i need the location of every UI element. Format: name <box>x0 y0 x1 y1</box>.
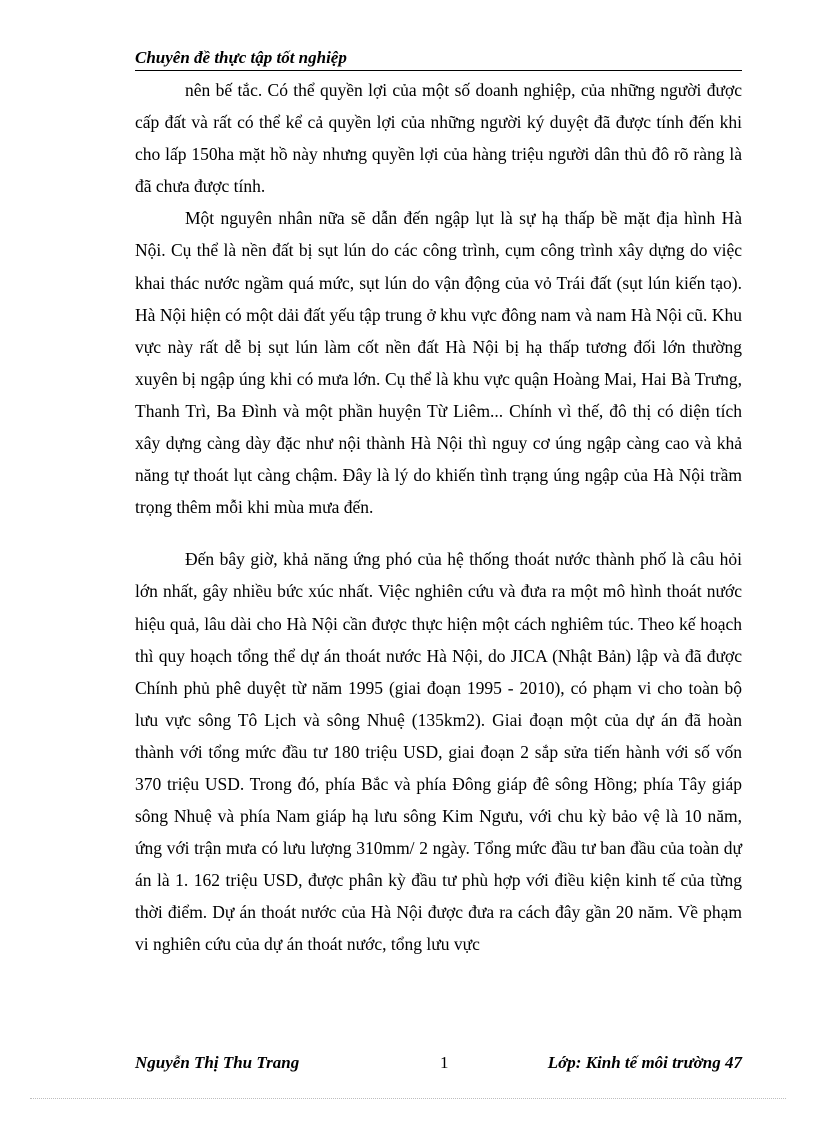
page-footer <box>135 1053 742 1077</box>
paragraph-drainage: Đến bây giờ, khả năng ứng phó của hệ thống thoát nước thành phố là câu hỏi lớn nhất, gây nhiều bức xúc nhất. Việc nghiên cứu và đưa ra một mô hình thoát nước hiệu quả, lâu dài cho Hà Nội cần được thực hiện một cách nghiêm túc. Theo kế hoạch thì quy hoạch tổng thể dự án thoát nước Hà Nội, do JICA (Nhật Bản) lập và đã được Chính phủ phê duyệt từ năm 1995 (giai đoạn 1995 - 2010), có phạm vi cho toàn bộ lưu vực sông Tô Lịch và sông Nhuệ (135km2). Giai đoạn một của dự án đã hoàn thành với tổng mức đầu tư 180 triệu USD, giai đoạn 2 sắp sửa tiến hành với số vốn 370 triệu USD. Trong đó, phía Bắc và phía Đông giáp đê sông Hồng; phía Tây giáp sông Nhuệ và phía Nam giáp hạ lưu sông Kim Ngưu, với chu kỳ bảo vệ là 10 năm, ứng với trận mưa có lưu lượng 310mm/ 2 ngày. Tổng mức đầu tư ban đầu của toàn dự án là 1. 162 triệu USD, được phân kỳ đầu tư phù hợp với điều kiện kinh tế của từng thời điểm. Dự án thoát nước của Hà Nội được đưa ra cách đây gần 20 năm. Về phạm vi nghiên cứu của dự án thoát nước, tổng lưu vực <box>135 549 742 955</box>
page-number: 1 <box>440 1053 449 1072</box>
footer-class: Lớp: Kinh tế môi trường 47 <box>547 1053 742 1072</box>
page-header <box>135 48 742 71</box>
footer-author: Nguyễn Thị Thu Trang <box>135 1053 300 1072</box>
paragraph-continuation: nên bế tắc. Có thể quyền lợi của một số doanh nghiệp, của những người được cấp đất và rất có thể kể cả quyền lợi của những người ký duyệt đã được tính đến khi cho lấp 150ha mặt hồ này nhưng quyền lợi của hàng triệu người dân thủ đô rõ ràng là đã chưa được tính. <box>135 80 742 197</box>
bottom-dotted-divider <box>30 1098 786 1099</box>
header-title: Chuyên đề thực tập tốt nghiệp <box>135 48 347 67</box>
paragraph-subsidence: Một nguyên nhân nữa sẽ dẫn đến ngập lụt là sự hạ thấp bề mặt địa hình Hà Nội. Cụ thể là nền đất bị sụt lún do các công trình, cụm công trình xây dựng do việc khai thác nước ngầm quá mức, sụt lún do vận động của vỏ Trái đất (sụt lún kiến tạo). Hà Nội hiện có một dải đất yếu tập trung ở khu vực đông nam và nam Hà Nội cũ. Khu vực này rất dễ bị sụt lún làm cốt nền đất Hà Nội bị hạ thấp tương đối lớn thường xuyên bị ngập úng khi có mưa lớn. Cụ thể là khu vực quận Hoàng Mai, Hai Bà Trưng, Thanh Trì, Ba Đình và một phần huyện Từ Liêm... Chính vì thế, đô thị có diện tích xây dựng càng dày đặc như nội thành Hà Nội thì nguy cơ úng ngập càng cao và khả năng tự thoát lụt càng chậm. Đây là lý do khiến tình trạng úng ngập của Hà Nội trầm trọng thêm mỗi khi mùa mưa đến. <box>135 208 742 518</box>
body-text <box>135 74 742 961</box>
